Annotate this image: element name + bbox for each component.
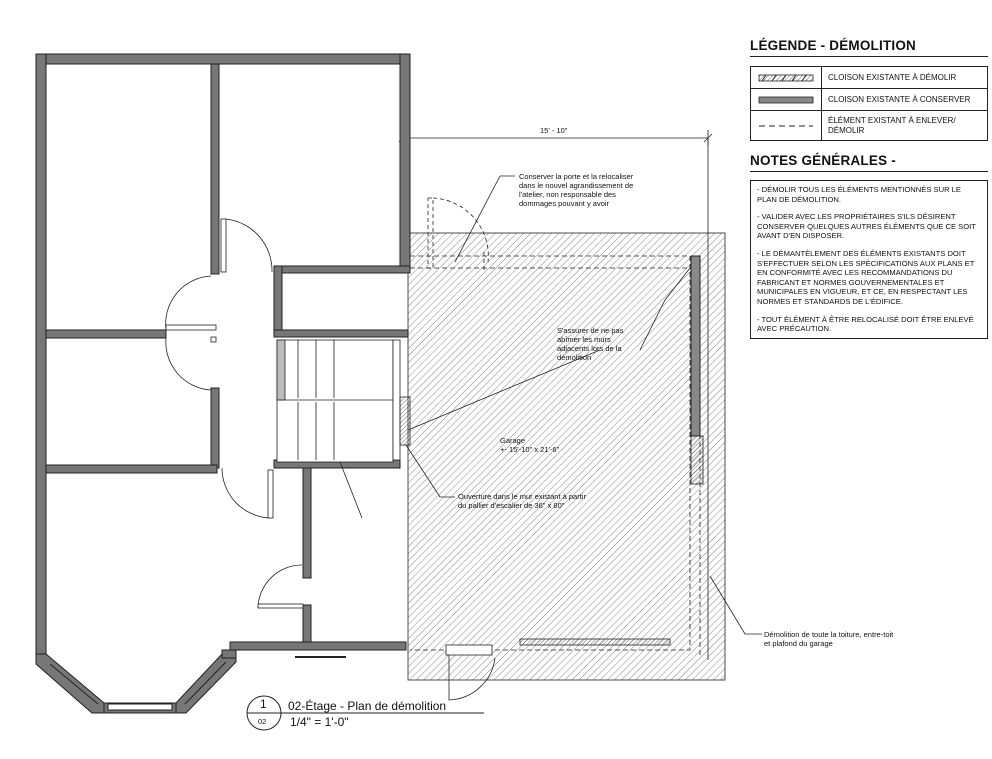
wall-keep-solid-icon: [751, 89, 822, 110]
garage-demolition-area: [408, 233, 725, 680]
svg-text:Ouverture dans le mur existant: Ouverture dans le mur existant à partir: [458, 492, 586, 501]
view-name: 02-Étage - Plan de démolition: [288, 699, 447, 713]
annotation-door-note: [519, 172, 634, 208]
svg-text:du pallier d'escalier de 36" x: du pallier d'escalier de 36" x 80": [458, 501, 565, 510]
view-number: 1: [260, 697, 267, 711]
legend-row-remove: [751, 110, 987, 140]
svg-text:Garage: Garage: [500, 436, 526, 445]
stairs: [277, 340, 410, 462]
svg-text:et plafond du garage: et plafond du garage: [764, 639, 833, 648]
legend-panel: [750, 38, 988, 339]
svg-text:dans le nouvel agrandissement: dans le nouvel agrandissement de: [519, 181, 634, 190]
legend-label: ÉLÉMENT EXISTANT À ENLEVER/ DÉMOLIR: [828, 115, 956, 135]
dashed-line-icon: [751, 111, 822, 140]
svg-text:démolition: démolition: [557, 353, 592, 362]
dimension-label: 15' - 10": [540, 126, 568, 135]
svg-text:+- 15'-10" x 21'-6": +- 15'-10" x 21'-6": [500, 445, 560, 454]
notes-title: NOTES GÉNÉRALES -: [750, 153, 988, 172]
legend-row-keep: [751, 88, 987, 110]
svg-text:Démolition de toute la toiture: Démolition de toute la toiture, entre-toit: [764, 630, 894, 639]
svg-text:dommages pouvant y avoir: dommages pouvant y avoir: [519, 199, 610, 208]
legend-label: CLOISON EXISTANTE À DÉMOLIR: [828, 72, 957, 82]
view-sheet: 02: [258, 717, 267, 726]
svg-text:S'assurer de ne pas: S'assurer de ne pas: [557, 326, 624, 335]
svg-text:adjacents lors de la: adjacents lors de la: [557, 344, 622, 353]
view-title: [247, 696, 484, 730]
legend-title: LÉGENDE - DÉMOLITION: [750, 38, 988, 57]
notes-box: [750, 180, 988, 339]
legend-table: [750, 66, 988, 141]
note-item: - DÉMOLIR TOUS LES ÉLÉMENTS MENTIONNÉS SUR LE PLAN DE DÉMOLITION.: [757, 185, 961, 204]
note-item: - LE DÉMANTÈLEMENT DES ÉLÉMENTS EXISTANTS DOIT S'EFFECTUER SELON LES SPÉCIFICATIONS AUX PLANS ET EN CONFORMITÉ AVEC LES RECOMMANDATIONS DU FABRICANT ET NORMES GOUVERNEMENTALES ET MUNICIPALES EN VIGUEUR, ET CE, EN RESPECTANT LES NORMES ET STANDARDS DE L'ÉDIFICE.: [757, 248, 975, 306]
note-item: - VALIDER AVEC LES PROPRIÉTAIRES S'ILS DÉSIRENT CONSERVER QUELQUES AUTRES ÉLÉMENTS QUE CE SOIT AVANT D'EN DISPOSER.: [757, 212, 976, 241]
wall-demolish-hatch-icon: [751, 67, 822, 88]
bay-window: [36, 650, 236, 713]
svg-text:abîmer les murs: abîmer les murs: [557, 335, 611, 344]
svg-text:l'atelier, non responsable des: l'atelier, non responsable des: [519, 190, 616, 199]
annotation-roof-note: [764, 630, 894, 648]
legend-row-demolish: [751, 67, 987, 88]
svg-text:Conserver la porte et la reloc: Conserver la porte et la relocaliser: [519, 172, 634, 181]
note-item: - TOUT ÉLÉMENT À ÊTRE RELOCALISÉ DOIT ÊTRE ENLEVÉ AVEC PRÉCAUTION.: [757, 314, 974, 334]
view-scale: 1/4" = 1'-0": [290, 715, 349, 729]
legend-label: CLOISON EXISTANTE À CONSERVER: [828, 94, 971, 104]
